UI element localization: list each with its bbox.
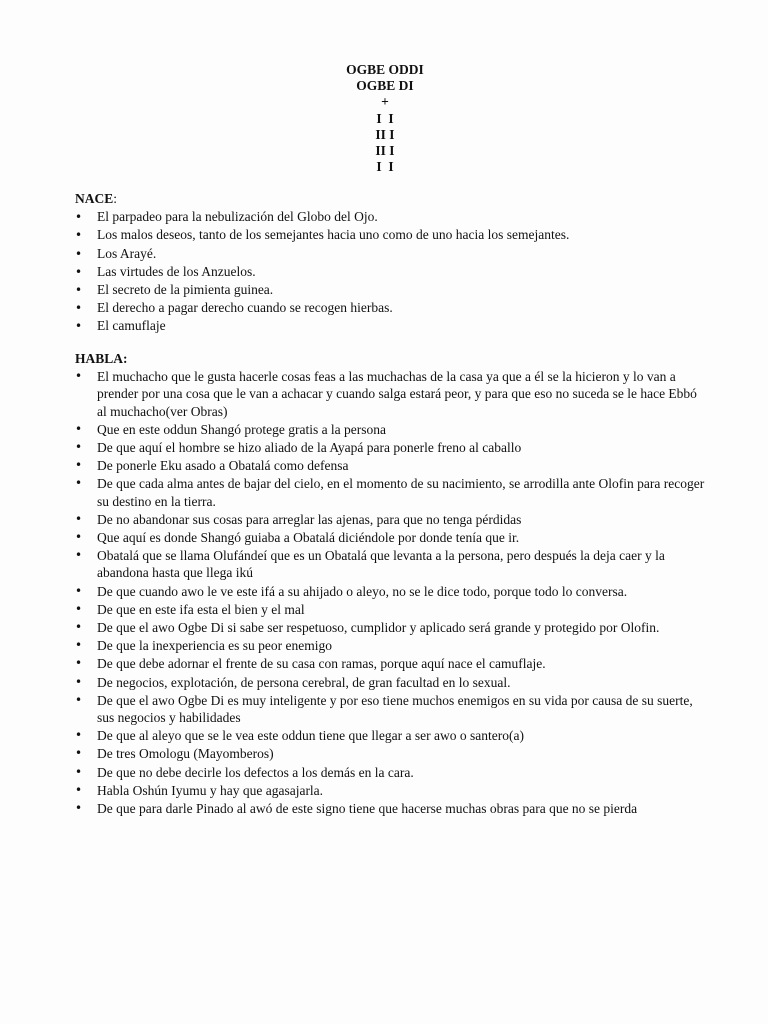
title-line: OGBE ODDI: [346, 62, 424, 77]
list-item: • De negocios, explotación, de persona cerebral, de gran facultad en lo sexual.: [75, 674, 705, 691]
list-item: • De que la inexperiencia es su peor enemigo: [75, 637, 705, 654]
list-item: • De que cada alma antes de bajar del cielo, en el momento de su nacimiento, se arrodilla ante Olofin para recoger su destino en la tierra.: [75, 475, 705, 509]
list-item: • De tres Omologu (Mayomberos): [75, 745, 705, 762]
list-item: • De que en este ifa esta el bien y el mal: [75, 601, 705, 618]
nace-section: [75, 190, 705, 336]
list-item: • Los malos deseos, tanto de los semejantes hacia uno como de uno hacia los semejantes.: [75, 226, 705, 244]
title-line: OGBE DI: [356, 78, 414, 94]
list-item: • Obatalá que se llama Olufándeí que es un Obatalá que levanta a la persona, pero después la deja caer y la abandona hasta que llega ikú: [75, 547, 705, 581]
title-line: I I: [376, 159, 394, 175]
list-item: • El camuflaje: [75, 317, 705, 335]
list-item: • Que aquí es donde Shangó guiaba a Obatalá diciéndole por donde tenía que ir.: [75, 529, 705, 546]
habla-section: [75, 350, 705, 818]
list-item: • De ponerle Eku asado a Obatalá como defensa: [75, 457, 705, 474]
list-item: • De que no debe decirle los defectos a los demás en la cara.: [75, 764, 705, 781]
nace-heading-text: NACE: [75, 191, 114, 206]
title-line: II I: [375, 126, 395, 142]
list-item: • De que el awo Ogbe Di es muy inteligente y por eso tiene muchos enemigos en su vida por causa de su suerte, sus negocios y habilidades: [75, 692, 705, 726]
nace-heading-colon: :: [113, 191, 118, 206]
list-item: • De que debe adornar el frente de su casa con ramas, porque aquí nace el camuflaje.: [75, 655, 705, 672]
list-item: • Que en este oddun Shangó protege gratis a la persona: [75, 421, 705, 438]
title-line: II I: [375, 143, 395, 159]
list-item: • De que cuando awo le ve este ifá a su ahijado o aleyo, no se le dice todo, porque todo lo conversa.: [75, 583, 705, 600]
list-item: • El derecho a pagar derecho cuando se recogen hierbas.: [75, 299, 705, 317]
list-item: • De que al aleyo que se le vea este oddun tiene que llegar a ser awo o santero(a): [75, 727, 705, 744]
nace-heading: [75, 190, 705, 208]
odu-title-block: [280, 62, 490, 175]
list-item: • Los Arayé.: [75, 245, 705, 263]
list-item: • De que el awo Ogbe Di si sabe ser respetuoso, cumplidor y aplicado será grande y protegido por Olofin.: [75, 619, 705, 636]
habla-list: [75, 368, 705, 817]
habla-heading: HABLA:: [75, 351, 128, 366]
list-item: • Las virtudes de los Anzuelos.: [75, 263, 705, 281]
list-item: • De no abandonar sus cosas para arreglar las ajenas, para que no tenga pérdidas: [75, 511, 705, 528]
title-line: I I: [376, 110, 394, 126]
list-item: • De que aquí el hombre se hizo aliado de la Ayapá para ponerle freno al caballo: [75, 439, 705, 456]
title-line: +: [381, 94, 389, 110]
list-item: • El parpadeo para la nebulización del Globo del Ojo.: [75, 208, 705, 226]
list-item: • El secreto de la pimienta guinea.: [75, 281, 705, 299]
list-item: • De que para darle Pinado al awó de este signo tiene que hacerse muchas obras para que no se pierda: [75, 800, 705, 817]
list-item: • El muchacho que le gusta hacerle cosas feas a las muchachas de la casa ya que a él se la hicieron y lo van a prender por una cosa que le van a achacar y cuando salga estará peor, y para que eso no suceda se le hace Ebbó al muchacho(ver Obras): [75, 368, 705, 420]
nace-list: [75, 208, 705, 335]
list-item: • Habla Oshún Iyumu y hay que agasajarla.: [75, 782, 705, 799]
